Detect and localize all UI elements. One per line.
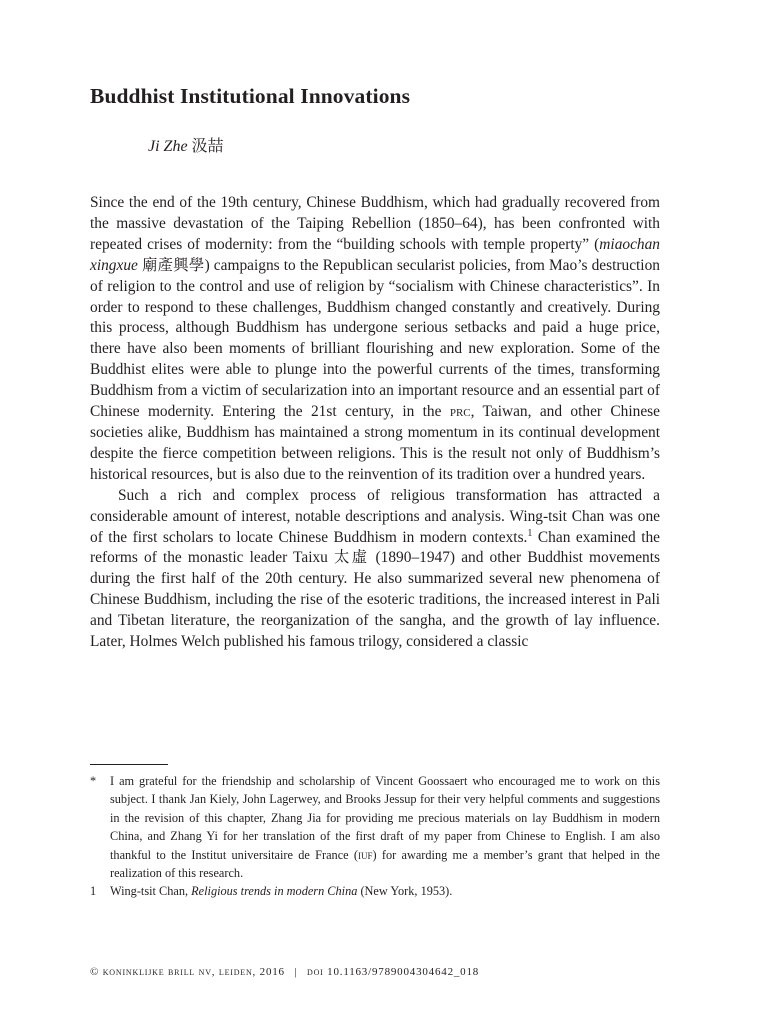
term-cjk: 廟產興學	[141, 256, 205, 274]
chapter-title: Buddhist Institutional Innovations	[90, 84, 411, 108]
prc-abbrev: prc	[449, 403, 471, 421]
fn1-text-a: Wing-tsit Chan,	[110, 884, 192, 899]
fn-star-text-a: I am grateful for the friendship and scholarship of Vincent Goossaert who encouraged me to work on this subject. I thank Jan Kiely, John Lagerwey, and Brooks Jessup for their very helpful comments and suggestions in the revision of this chapter, Zhang Jia for providing me precious materials on lay Buddhism in modern China, and Zhang Yi for her translation of the first draft of my paper from Chinese to English. I am also thankful to the Institut universitaire de France (	[110, 774, 660, 862]
footnote-mark: *	[90, 774, 97, 788]
body-text	[90, 193, 660, 653]
p1-text-a: Since the end of the 19th century, Chinese Buddhism, which had gradually recovered from the massive devastation of the Taiping Rebellion (1850–64), has been confronted with repeated crises of modernity: from the “building schools with temple property” (	[90, 194, 660, 253]
author-name: Ji Zhe	[148, 138, 188, 155]
paragraph-1	[90, 193, 660, 486]
fn1-book-title: Religious trends in modern China	[191, 884, 358, 899]
footnote-ref-1[interactable]: 1	[527, 527, 533, 539]
separator: |	[294, 966, 298, 978]
copyright-symbol: ©	[90, 966, 100, 978]
paragraph-2	[90, 486, 660, 653]
taixu-cjk: 太虛	[334, 549, 370, 567]
fn1-text-b: (New York, 1953).	[357, 884, 453, 899]
author-line	[148, 133, 224, 156]
publisher: koninklijke brill nv, leiden, 2016	[102, 966, 285, 978]
footnote-divider	[90, 764, 168, 765]
copyright-line	[90, 966, 479, 978]
p2-text-c: (1890–1947) and other Buddhist movements during the first half of the 20th century. He also summarized several new phenomena of Chinese Buddhism, including the rise of the esoteric traditions, the increased interest in Pali and Tibetan literature, the reorganization of the sangha, and the growth of lay influence. Later, Holmes Welch published his famous trilogy, considered a classic	[90, 549, 660, 651]
doi[interactable]: doi 10.1163/9789004304642_018	[307, 966, 480, 978]
fn-star-text-b: ) for awarding me a member’s grant that helped in the realization of this research.	[110, 847, 660, 881]
p1-text-c: , Taiwan, and other Chinese societies alike, Buddhism has maintained a strong momentum in its continual development despite the fierce competition between religions. This is the result not only of Buddhism’s historical resources, but is also due to the reinvention of its tradition over a hundred years.	[90, 403, 660, 483]
p2-text-b: Chan examined the reforms of the monastic leader Taixu	[90, 528, 660, 567]
footnote-1	[90, 882, 660, 900]
p1-text-b: ) campaigns to the Republican secularist policies, from Mao’s destruction of religion to the control and use of religion by “socialism with Chinese characteristics”. In order to respond to these challenges, Buddhism changed constantly and creatively. During this process, although Buddhism has undergone serious setbacks and paid a huge price, there have also been moments of brilliant flourishing and new exploration. Some of the Buddhist elites were able to plunge into the powerful currents of the times, transforming Buddhism from a victim of secularization into an important resource and an essential part of Chinese modernity. Entering the 21st century, in the	[90, 256, 660, 421]
footnote-star	[90, 772, 660, 882]
p2-text-a: Such a rich and complex process of religious transformation has attracted a considerable amount of interest, notable descriptions and analysis. Wing-tsit Chan was one of the first scholars to locate Chinese Buddhism in modern contexts.	[90, 486, 660, 546]
footnotes	[90, 772, 660, 901]
author-name-cjk: 汲喆	[191, 138, 224, 155]
term-italic: miaochan xingxue	[90, 235, 660, 274]
iuf-abbrev: iuf	[357, 847, 373, 862]
footnote-mark: 1	[90, 884, 97, 899]
